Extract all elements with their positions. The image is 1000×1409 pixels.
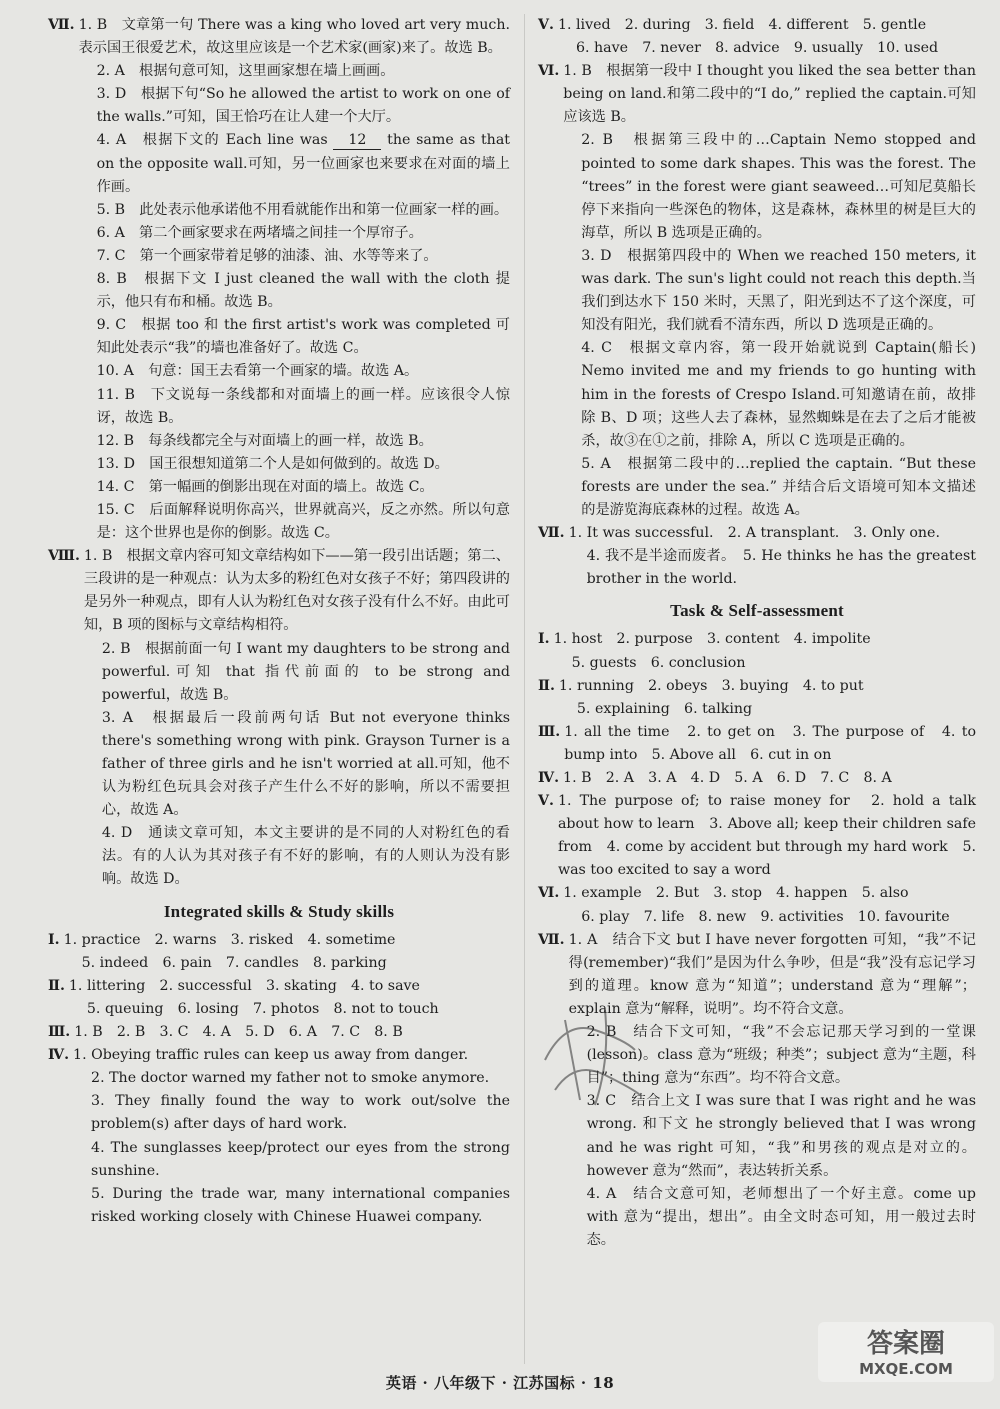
answer-item: 1. littering 2. successful 3. skating 4. to save	[68, 977, 420, 994]
section-body	[64, 929, 510, 975]
answer-section	[538, 628, 976, 674]
blank-number: 12	[333, 131, 381, 150]
answer-item: 1. B 2. B 3. C 4. A 5. D 6. A 7. C 8. B	[74, 1024, 403, 1041]
answer-item: 14. C 第一幅画的倒影出现在对面的墙上。故选 C。	[96, 478, 434, 495]
answer-item: 5. guests 6. conclusion	[571, 654, 746, 671]
section-number: Ⅶ.	[48, 17, 75, 33]
answer-item: 3. D 根据第四段中的 When we reached 150 meters, it was dark. The sun's light could not reach this depth.当我们到达水下 150 米时，天黑了，阳光到达不了这个深度，可知没有阳光，我们就看不清东西，所以 D 选项是正确的。	[581, 247, 976, 334]
answer-section	[48, 545, 510, 891]
answer-item: 6. play 7. life 8. new 9. activities 10. favourite	[581, 908, 950, 925]
answer-item: 1. B 根据第一段中 I thought you liked the sea better than being on land.和第二段中的“I do,” replied the captain.可知应该选 B。	[563, 63, 976, 126]
answer-section	[48, 929, 510, 975]
answer-item: 1. practice 2. warns 3. risked 4. sometime	[63, 931, 396, 948]
section-number: Ⅷ.	[48, 548, 80, 565]
section-body	[84, 545, 510, 891]
answer-item: 5. indeed 6. pain 7. candles 8. parking	[81, 954, 387, 971]
handwritten-stamp-icon	[535, 1000, 645, 1110]
section-number: Ⅶ.	[538, 525, 565, 542]
answer-item: 2. The doctor warned my father not to smoke anymore.	[91, 1070, 490, 1087]
answer-section	[538, 60, 976, 522]
answer-item: 6. have 7. never 8. advice 9. usually 10. used	[575, 40, 939, 57]
answer-section	[538, 721, 976, 767]
answer-item: 8. B 根据下文 I just cleaned the wall with the cloth 提示，他只有布和桶。故选 B。	[96, 271, 510, 311]
answer-item: 1. It was successful. 2. A transplant. 3. Only one.	[568, 525, 940, 542]
section-number: Ⅳ.	[48, 1047, 70, 1064]
section-body	[79, 14, 510, 545]
section-number: Ⅴ.	[538, 17, 554, 33]
watermark-line1: 答案圈	[866, 1329, 946, 1359]
answer-section	[538, 882, 976, 928]
section-heading: Task & Self-assessment	[670, 601, 844, 621]
answer-item: 5. During the trade war, many international companies risked working closely with Chinese Huawei company.	[91, 1185, 510, 1225]
section-body	[564, 721, 976, 767]
answer-item: 6. A 第二个画家要求在两堵墙之间挂一个厚帘子。	[96, 224, 423, 241]
left-column	[48, 14, 510, 1229]
section-number: Ⅳ.	[538, 770, 560, 786]
section-body	[554, 628, 976, 674]
answer-item: 4. C 根据文章内容，第一段开始就说到 Captain(船长) Nemo invited me and my friends to go hunting with him in the forests of Crespo Island.可知邀请在前，故排除 B、D 项；这些人去了森林，显然蜘蛛是在去了之后才能被杀，故③在①之前，排除 A，所以 C 选项是正确的。	[581, 340, 976, 449]
watermark-line2: MXQE.COM	[859, 1360, 953, 1378]
answer-item: 4. A 结合文意可知，老师想出了一个好主意。come up with 意为“提出，想出”。由全文时态可知，用一般过去时态。	[586, 1185, 976, 1248]
answer-item: 5. queuing 6. losing 7. photos 8. not to touch	[86, 1000, 439, 1017]
answer-section	[538, 790, 976, 882]
section-number: Ⅱ.	[538, 677, 555, 694]
section-body	[558, 790, 976, 882]
answer-item: 11. B 下文说每一条线都和对面墙上的画一样。应该很令人惊讶，故选 B。	[96, 386, 510, 426]
page-footer: 英语 · 八年级下 · 江苏国标 · 18	[385, 1374, 615, 1392]
answer-item: 2. B 根据第三段中的…Captain Nemo stopped and pointed to some dark shapes. This was the forest. The “trees” in the forest were giant seaweed…可知尼莫船长停下来指向一些深色的物体，这是森林，森林里的树是巨大的海草，所以 B 选项是正确的。	[581, 132, 976, 241]
answer-item: 5. B 此处表示他承诺他不用看就能作出和第一位画家一样的画。	[96, 201, 509, 218]
answer-item: 7. C 第一个画家带着足够的油漆、油、水等等来了。	[96, 247, 438, 264]
answer-item: 10. A 句意：国王去看第一个画家的墙。故选 A。	[96, 363, 419, 380]
answer-item: 1. B 2. A 3. A 4. D 5. A 6. D 7. C 8. A	[563, 770, 892, 786]
answer-item: 1. B 根据文章内容可知文章结构如下——第一段引出话题；第二、三段讲的是一种观点：认为太多的粉红色对女孩子不好；第四段讲的是另外一种观点，即有人认为粉红色对女孩子没有什么不好。由此可知，B 项的图标与文章结构相符。	[83, 548, 510, 634]
answer-section	[48, 975, 510, 1021]
section-body	[563, 60, 976, 522]
section-number: Ⅶ.	[538, 931, 565, 948]
answer-item: 3. C 结合上文 I was sure that I was right and he was wrong. 和下文 he strongly believed that I was wrong and he was right 可知，“我”和男孩的观点是对立的。however 意为“然而”，表达转折关系。	[586, 1093, 976, 1179]
answer-section	[538, 767, 976, 790]
answer-item: 2. A 根据句意可知，这里画家想在墙上画画。	[96, 63, 395, 80]
answer-item: 4. D 通读文章可知，本文主要讲的是不同的人对粉红色的看法。有的人认为其对孩子有不好的影响，有的人则认为没有影响。故选 D。	[101, 825, 510, 888]
answer-item: 15. C 后面解释说明你高兴，世界就高兴，反之亦然。所以句意是：这个世界也是你的倒影。故选 C。	[96, 501, 510, 542]
answer-item: 1. running 2. obeys 3. buying 4. to put	[558, 677, 864, 694]
section-number: Ⅲ.	[538, 723, 561, 740]
section-heading: Integrated skills & Study skills	[163, 901, 395, 921]
answer-item: 5. A 根据第二段中的…replied the captain. “But these forests are under the sea.” 并结合后文语境可知本文描述的是游览海底森林的过程。故选 A。	[581, 455, 976, 518]
answer-item: 3. D 根据下句“So he allowed the artist to work on one of the walls.”可知，国王恰巧在让人建一个大厅。	[96, 86, 510, 126]
section-number: Ⅰ.	[48, 931, 60, 948]
answer-item: 3. They finally found the way to work out/solve the problem(s) after days of hard work.	[91, 1093, 510, 1133]
section-body	[74, 1021, 510, 1044]
answer-item: 1. example 2. But 3. stop 4. happen 5. also	[563, 885, 909, 902]
answer-item: 13. D 国王很想知道第二个人是如何做到的。故选 D。	[96, 455, 449, 472]
answer-item: 1. A 结合下文 but I have never forgotten 可知，“我”不记得(remember)“我们”是因为什么争吵，但是“我”没有忘记学习到的道理。know 意为“知道”；understand 意为“理解”；explain 意为“解释，说明”。均不符合文意。	[568, 931, 976, 1017]
answer-item: 1. The purpose of; to raise money for 2. hold a talk about how to learn 3. Above all; keep their children safe from 4. come by accident but through my hard work 5. was too excited to say a word	[557, 793, 976, 879]
answer-item: 1. all the time 2. to get on 3. The purpose of 4. to bump into 5. Above all 6. cut in on	[564, 723, 976, 763]
answer-section	[48, 1044, 510, 1229]
column-divider	[524, 14, 525, 1364]
answer-item: 5. explaining 6. talking	[576, 700, 753, 717]
section-body	[73, 1044, 510, 1229]
section-body	[569, 522, 976, 591]
answer-item: 1. Obeying traffic rules can keep us away from danger.	[73, 1047, 469, 1064]
answer-section	[48, 1021, 510, 1044]
section-number: Ⅴ.	[538, 793, 554, 810]
answer-item: 2. B 根据前面一句 I want my daughters to be strong and powerful.可知 that 指代前面的 to be strong and powerful，故选 B。	[101, 640, 510, 703]
answer-item: 9. C 根据 too 和 the first artist's work was completed 可知此处表示“我”的墙也准备好了。故选 C。	[96, 317, 510, 357]
answer-item: 1. B 文章第一句 There was a king who loved art very much.表示国王很爱艺术，故这里应该是一个艺术家(画家)来了。故选 B。	[78, 17, 510, 57]
section-number: Ⅱ.	[48, 977, 65, 994]
section-body	[563, 767, 976, 790]
section-body	[558, 14, 976, 60]
section-body	[563, 882, 976, 928]
answer-item: 1. host 2. purpose 3. content 4. impolite	[553, 631, 871, 648]
answer-item: 4. A 根据下文的 Each line was 12 the same as that on the opposite wall.可知，另一位画家也来要求在对面的墙上作画。	[96, 132, 510, 195]
answer-item: 3. A 根据最后一段前两句话 But not everyone thinks there's something wrong with pink. Grayson Turner is a father of three girls and he isn't worried at all.可知，他不认为粉红色玩具会对孩子产生什么不好的影响，所以不需要担心，故选 A。	[101, 709, 510, 819]
answer-section	[538, 14, 976, 60]
section-body	[69, 975, 510, 1021]
answer-section	[538, 675, 976, 721]
section-number: Ⅵ.	[538, 885, 560, 902]
answer-item: 2. B 结合下文可知，“我”不会忘记那天学习到的一堂课(lesson)。class 意为“班级；种类”；subject 意为“主题，科目”；thing 意为“东西”。均不符合文意。	[586, 1024, 976, 1087]
section-body	[559, 675, 976, 721]
section-number: Ⅰ.	[538, 631, 550, 648]
answer-item: 4. The sunglasses keep/protect our eyes from the strong sunshine.	[91, 1139, 510, 1179]
answer-item: 1. lived 2. during 3. field 4. different 5. gentle	[557, 17, 927, 33]
section-number: Ⅲ.	[48, 1024, 71, 1041]
section-number: Ⅵ.	[538, 63, 560, 80]
answer-item: 4. 我不是半途而废者。 5. He thinks he has the greatest brother in the world.	[586, 548, 976, 588]
answer-section	[48, 14, 510, 545]
answer-item: 12. B 每条线都完全与对面墙上的画一样，故选 B。	[96, 432, 433, 449]
answer-section	[538, 522, 976, 591]
